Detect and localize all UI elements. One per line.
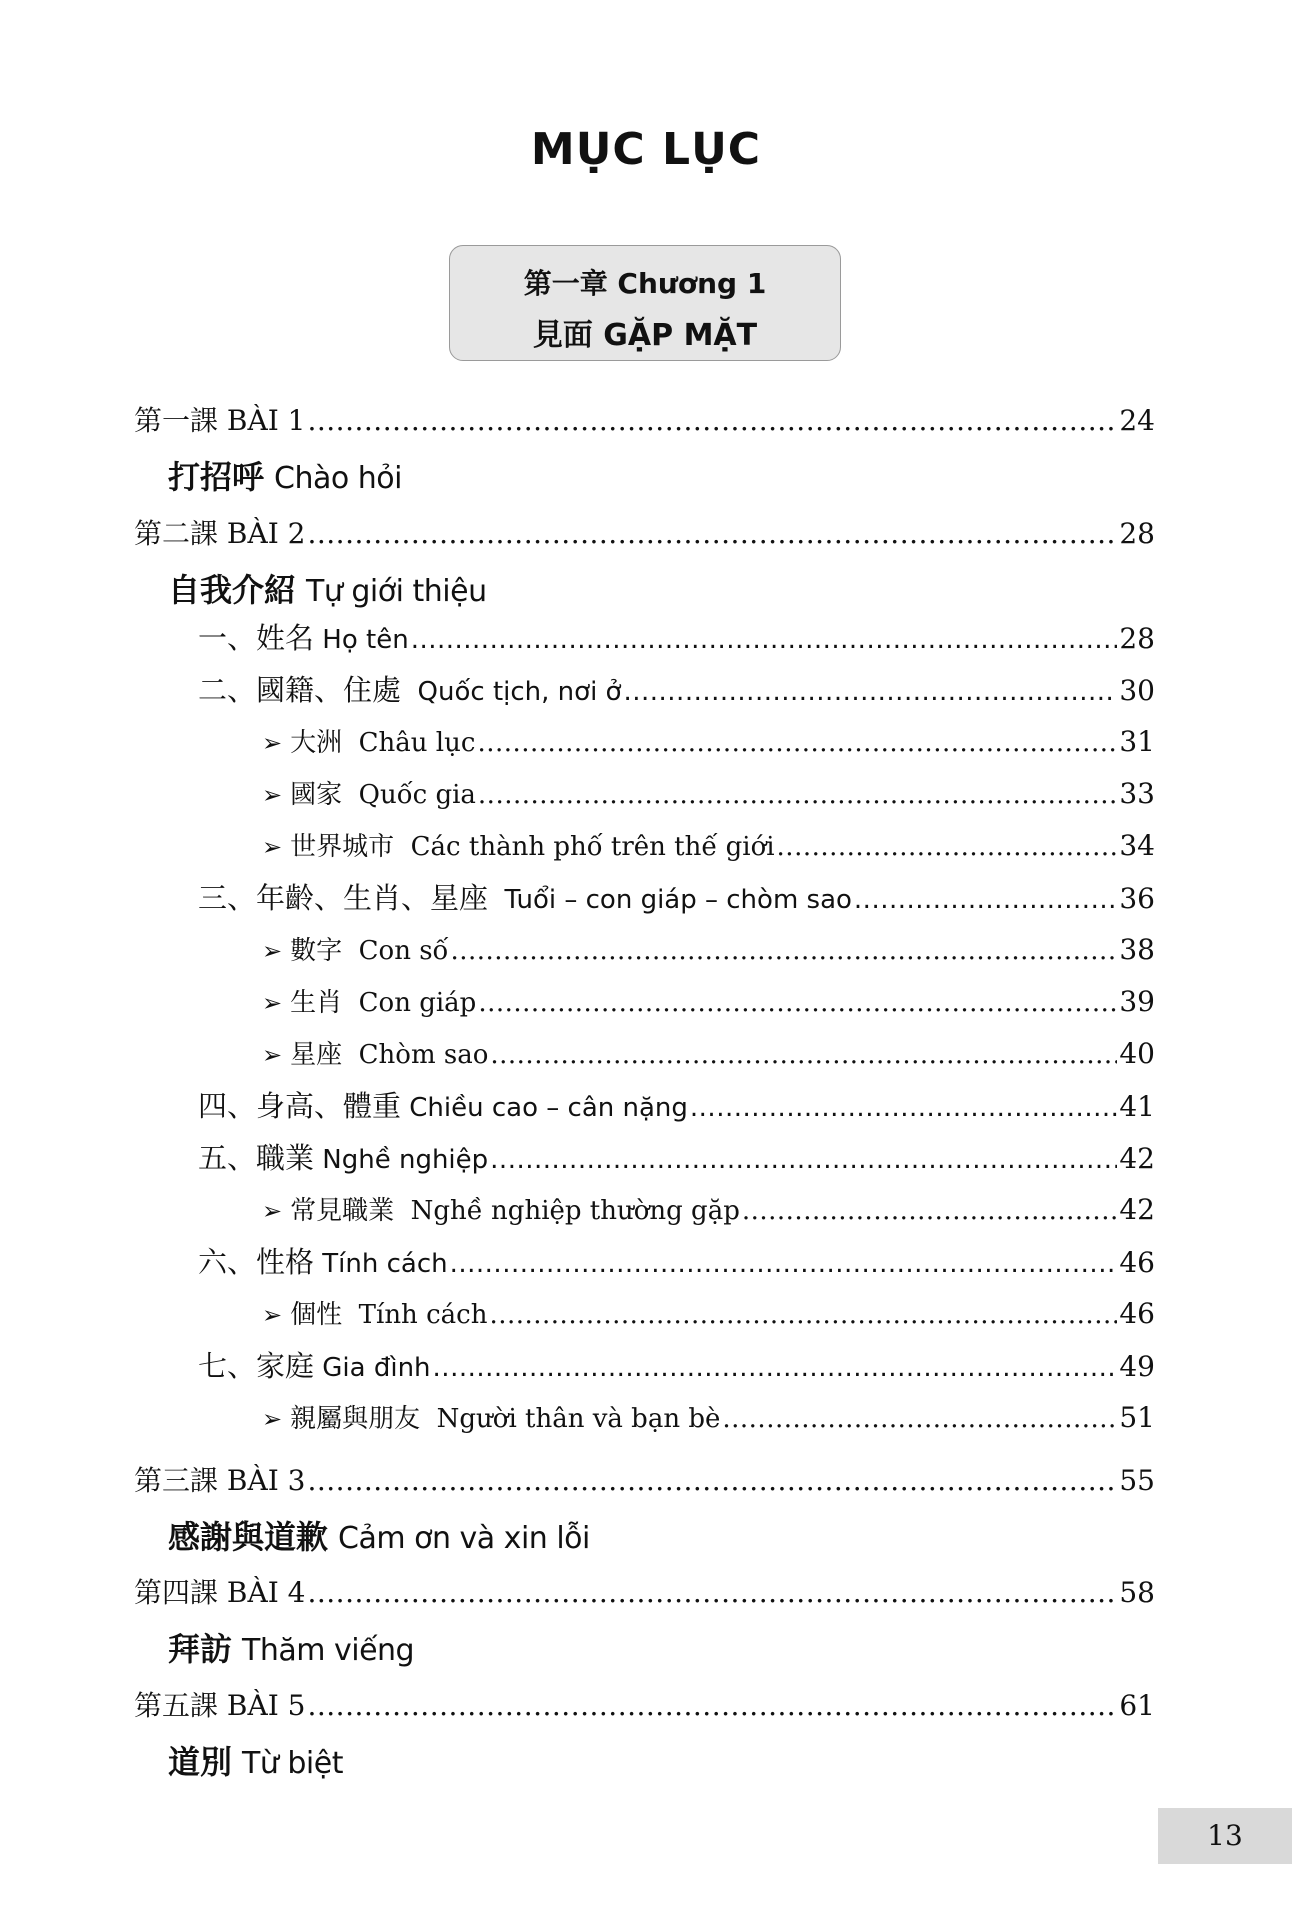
subsection-label-chinese: 數字 — [290, 936, 343, 966]
subsection-label-vietnamese: Chòm sao — [358, 1040, 489, 1070]
toc-section[interactable] — [198, 1137, 1155, 1179]
dot-leader — [490, 1139, 1117, 1181]
toc-section[interactable] — [198, 1241, 1155, 1283]
arrow-bullet-icon: ➢ — [262, 781, 283, 809]
subsection-label-chinese: 生肖 — [290, 988, 343, 1018]
toc-page-number: 51 — [1119, 1401, 1155, 1434]
toc-page-number: 28 — [1119, 622, 1155, 655]
toc-page-number: 31 — [1119, 725, 1155, 758]
toc-lesson-3[interactable] — [134, 1460, 1155, 1502]
lesson-title-chinese: 自我介紹 — [168, 571, 297, 609]
toc-page-number: 46 — [1119, 1246, 1155, 1279]
toc-section[interactable] — [198, 669, 1155, 711]
toc-section[interactable] — [198, 1085, 1155, 1127]
subsection-label-vietnamese: Châu lục — [358, 728, 476, 758]
dot-leader — [450, 930, 1117, 972]
subsection-label-vietnamese: Con số — [358, 936, 449, 966]
subsection-label-vietnamese: Nghề nghiệp thường gặp — [410, 1196, 740, 1226]
toc-page-number: 46 — [1119, 1297, 1155, 1330]
page-title: MỤC LỤC — [530, 124, 762, 175]
page-number: 13 — [1207, 1819, 1243, 1852]
arrow-bullet-icon: ➢ — [262, 729, 283, 757]
toc-page-number: 33 — [1119, 777, 1155, 810]
toc-lesson-title — [168, 1512, 590, 1558]
toc-lesson-1[interactable] — [134, 400, 1155, 442]
section-label-vietnamese: Chiều cao – cân nặng — [409, 1093, 688, 1123]
dot-leader — [478, 982, 1117, 1024]
section-label-chinese: 五、職業 — [198, 1141, 315, 1175]
subsection-label-vietnamese: Người thân và bạn bè — [436, 1404, 721, 1434]
toc-page-number: 36 — [1119, 882, 1155, 915]
toc-subsection[interactable] — [262, 721, 1155, 763]
toc-section[interactable] — [198, 617, 1155, 659]
section-label-vietnamese: Tuổi – con giáp – chòm sao — [504, 885, 852, 915]
toc-page-number: 58 — [1119, 1576, 1155, 1609]
section-label-chinese: 七、家庭 — [198, 1349, 315, 1383]
toc-lesson-label: 第一課 BÀI 1 — [134, 404, 306, 437]
dot-leader — [433, 1347, 1118, 1389]
toc-lesson-label: 第二課 BÀI 2 — [134, 517, 306, 550]
dot-leader — [307, 1460, 1117, 1502]
toc-lesson-title — [168, 452, 402, 498]
toc-lesson-5[interactable] — [134, 1685, 1155, 1727]
toc-lesson-title — [168, 1737, 343, 1783]
subsection-label-vietnamese: Các thành phố trên thế giới — [410, 832, 775, 862]
section-label-chinese: 六、性格 — [198, 1245, 315, 1279]
toc-subsection[interactable] — [262, 773, 1155, 815]
toc-page-number: 28 — [1119, 517, 1155, 550]
lesson-title-vietnamese: Tự giới thiệu — [306, 574, 487, 609]
section-label-chinese: 一、姓名 — [198, 621, 315, 655]
toc-page-number: 61 — [1119, 1689, 1155, 1722]
chapter-title: 見面 GẶP MẶT — [532, 318, 758, 353]
subsection-label-vietnamese: Quốc gia — [358, 780, 476, 810]
subsection-label-chinese: 常見職業 — [290, 1196, 395, 1226]
toc-lesson-label: 第三課 BÀI 3 — [134, 1464, 306, 1497]
section-label-chinese: 三、年齡、生肖、星座 — [198, 881, 489, 915]
arrow-bullet-icon: ➢ — [262, 833, 283, 861]
subsection-label-chinese: 親屬與朋友 — [290, 1404, 421, 1434]
toc-lesson-label: 第四課 BÀI 4 — [134, 1576, 306, 1609]
toc-page-number: 42 — [1119, 1193, 1155, 1226]
toc-subsection[interactable] — [262, 981, 1155, 1023]
subsection-label-chinese: 國家 — [290, 780, 343, 810]
lesson-title-vietnamese: Từ biệt — [242, 1746, 343, 1781]
toc-page-number: 42 — [1119, 1142, 1155, 1175]
toc-page-number: 34 — [1119, 829, 1155, 862]
dot-leader — [854, 879, 1117, 921]
toc-page-number: 55 — [1119, 1464, 1155, 1497]
subsection-label-vietnamese: Tính cách — [358, 1300, 488, 1330]
toc-section[interactable] — [198, 877, 1155, 919]
toc-subsection[interactable] — [262, 1189, 1155, 1231]
subsection-label-vietnamese: Con giáp — [358, 988, 477, 1018]
section-label-vietnamese: Gia đình — [322, 1353, 431, 1383]
toc-subsection[interactable] — [262, 1293, 1155, 1335]
lesson-title-vietnamese: Chào hỏi — [274, 461, 402, 496]
dot-leader — [478, 774, 1117, 816]
toc-lesson-4[interactable] — [134, 1572, 1155, 1614]
toc-page-number: 30 — [1119, 674, 1155, 707]
section-label-vietnamese: Nghề nghiệp — [322, 1145, 489, 1175]
dot-leader — [307, 513, 1117, 555]
dot-leader — [477, 722, 1117, 764]
dot-leader — [490, 1034, 1117, 1076]
lesson-title-chinese: 感謝與道歉 — [168, 1518, 329, 1556]
section-label-chinese: 二、國籍、住處 — [198, 673, 402, 707]
toc-page-number: 38 — [1119, 933, 1155, 966]
arrow-bullet-icon: ➢ — [262, 1041, 283, 1069]
section-label-vietnamese: Họ tên — [322, 625, 409, 655]
chapter-number: 第一章 Chương 1 — [523, 267, 767, 300]
dot-leader — [307, 1572, 1117, 1614]
page-number-tab — [1158, 1808, 1292, 1864]
arrow-bullet-icon: ➢ — [262, 1301, 283, 1329]
toc-page-number: 40 — [1119, 1037, 1155, 1070]
dot-leader — [307, 400, 1117, 442]
dot-leader — [722, 1398, 1117, 1440]
section-label-vietnamese: Tính cách — [322, 1249, 448, 1279]
subsection-label-chinese: 星座 — [290, 1040, 343, 1070]
arrow-bullet-icon: ➢ — [262, 937, 283, 965]
toc-lesson-2[interactable] — [134, 513, 1155, 555]
toc-section[interactable] — [198, 1345, 1155, 1387]
toc-page-number: 24 — [1119, 404, 1155, 437]
toc-page-number: 49 — [1119, 1350, 1155, 1383]
lesson-title-chinese: 打招呼 — [168, 458, 265, 496]
arrow-bullet-icon: ➢ — [262, 1197, 283, 1225]
subsection-label-chinese: 個性 — [290, 1300, 343, 1330]
toc-subsection[interactable] — [262, 825, 1155, 867]
dot-leader — [742, 1190, 1118, 1232]
dot-leader — [489, 1294, 1117, 1336]
arrow-bullet-icon: ➢ — [262, 989, 283, 1017]
arrow-bullet-icon: ➢ — [262, 1405, 283, 1433]
lesson-title-vietnamese: Thăm viếng — [242, 1633, 415, 1668]
lesson-title-vietnamese: Cảm ơn và xin lỗi — [338, 1521, 590, 1556]
toc-page-number: 41 — [1119, 1090, 1155, 1123]
dot-leader — [307, 1685, 1117, 1727]
subsection-label-chinese: 大洲 — [290, 728, 343, 758]
subsection-label-chinese: 世界城市 — [290, 832, 395, 862]
toc-subsection[interactable] — [262, 1033, 1155, 1075]
toc-lesson-title — [168, 565, 487, 611]
dot-leader — [411, 619, 1118, 661]
toc-subsection[interactable] — [262, 929, 1155, 971]
toc-page-number: 39 — [1119, 985, 1155, 1018]
lesson-title-chinese: 拜訪 — [168, 1630, 233, 1668]
dot-leader — [690, 1087, 1117, 1129]
toc-lesson-title — [168, 1624, 414, 1670]
section-label-vietnamese: Quốc tịch, nơi ở — [417, 677, 622, 707]
toc-subsection[interactable] — [262, 1397, 1155, 1439]
dot-leader — [450, 1243, 1118, 1285]
toc-lesson-label: 第五課 BÀI 5 — [134, 1689, 306, 1722]
section-label-chinese: 四、身高、體重 — [198, 1089, 402, 1123]
dot-leader — [623, 671, 1117, 713]
dot-leader — [777, 826, 1118, 868]
lesson-title-chinese: 道別 — [168, 1743, 233, 1781]
